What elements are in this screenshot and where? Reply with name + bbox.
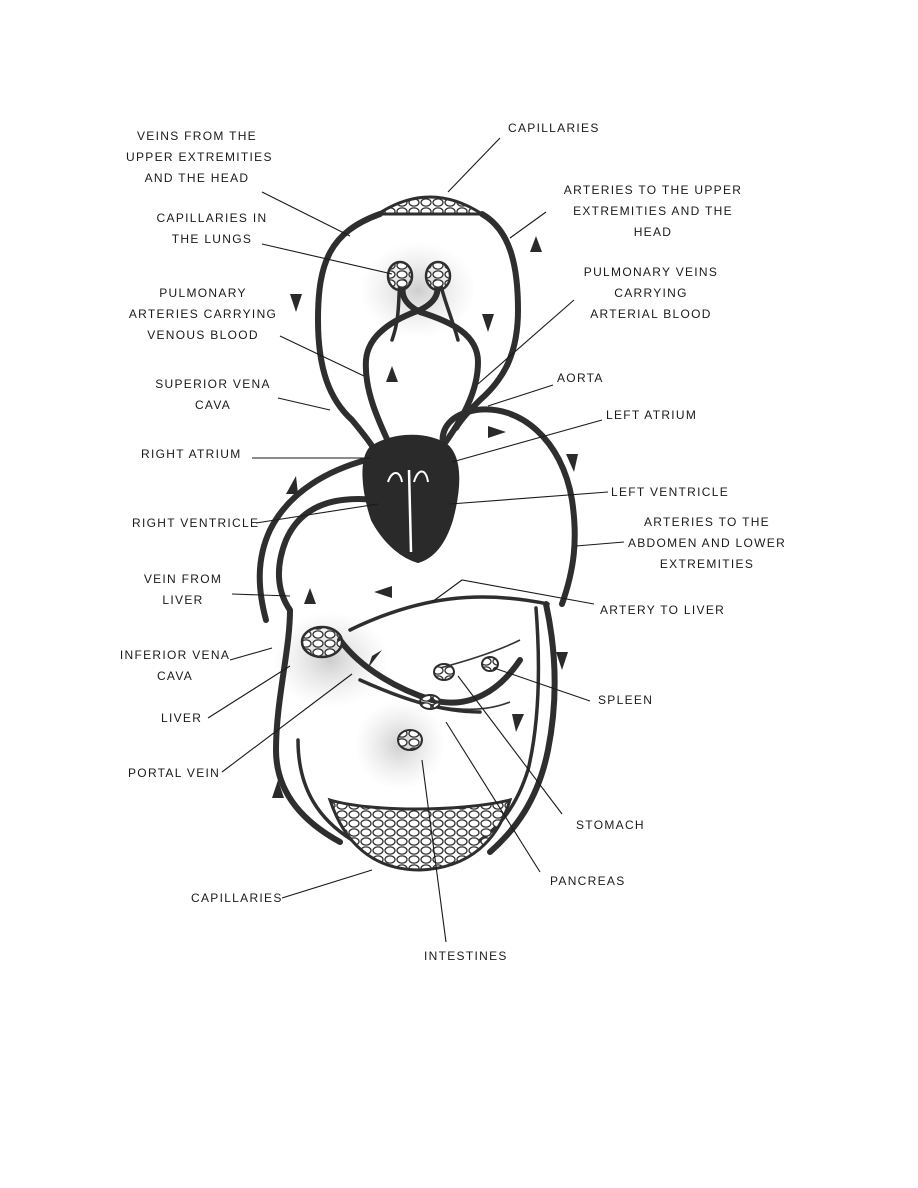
stomach-capillaries (434, 664, 454, 680)
label-right-ventricle: RIGHT VENTRICLE (132, 516, 260, 530)
lung-capillaries-left (426, 262, 450, 290)
lungs-shading (360, 242, 476, 338)
leader-veins-upper (262, 192, 350, 236)
lung-capillaries-right (388, 262, 412, 290)
leader-arteries-abdomen (576, 542, 624, 546)
label-artery-liver: ARTERY TO LIVER (600, 603, 726, 617)
leader-capillaries-top (448, 138, 500, 192)
leader-spleen (494, 668, 590, 701)
label-capillaries-lungs: CAPILLARIES IN THE LUNGS (156, 211, 268, 246)
arrow-up-right-upper (530, 236, 542, 252)
intestine-capillaries (398, 730, 422, 750)
pancreas-capillaries (420, 695, 440, 709)
label-pulmonary-arteries: PULMONARY ARTERIES CARRYING VENOUS BLOOD (128, 286, 278, 342)
label-left-ventricle: LEFT VENTRICLE (611, 485, 730, 499)
aorta-arch (443, 409, 575, 604)
arrow-right-aorta (488, 426, 506, 438)
label-vein-liver: VEIN FROM LIVER (143, 572, 223, 607)
leader-superior-vena-cava (278, 398, 330, 410)
arrow-up-vena-cava (286, 476, 298, 494)
label-portal-vein: PORTAL VEIN (128, 766, 221, 780)
label-inferior-vena-cava: INFERIOR VENA CAVA (119, 648, 231, 683)
leader-left-ventricle (450, 492, 608, 504)
arrow-down-left-upper (290, 294, 302, 312)
leader-capillaries-bottom (282, 870, 372, 898)
label-stomach: STOMACH (576, 818, 645, 832)
label-pulmonary-veins: PULMONARY VEINS CARRYING ARTERIAL BLOOD (583, 265, 719, 321)
label-liver: LIVER (161, 711, 203, 725)
head-capillary-bed (378, 197, 482, 214)
leader-capillaries-lungs (262, 244, 392, 274)
arrow-down-lung (482, 314, 494, 332)
leader-aorta (488, 385, 553, 406)
artery-to-liver (350, 597, 548, 630)
label-veins-upper: VEINS FROM THE UPPER EXTREMITIES AND THE HEAD (126, 129, 273, 185)
label-right-atrium: RIGHT ATRIUM (141, 447, 242, 461)
leader-inferior-vena-cava (230, 648, 272, 660)
arrow-up-pulmonary (386, 366, 398, 382)
label-intestines: INTESTINES (424, 949, 508, 963)
veins-from-upper-extremities (318, 214, 380, 452)
label-pancreas: PANCREAS (550, 874, 626, 888)
label-superior-vena-cava: SUPERIOR VENA CAVA (155, 377, 271, 412)
liver-capillaries (302, 627, 342, 657)
label-arteries-upper: ARTERIES TO THE UPPER EXTREMITIES AND THE HEAD (563, 183, 743, 239)
label-left-atrium: LEFT ATRIUM (606, 408, 698, 422)
label-spleen: SPLEEN (598, 693, 654, 707)
leader-arteries-upper (510, 212, 546, 238)
arrow-left-artery (374, 586, 392, 598)
leader-left-atrium (452, 420, 602, 462)
lower-capillary-bed (330, 800, 510, 870)
label-aorta: AORTA (557, 371, 604, 385)
label-arteries-abdomen: ARTERIES TO THE ABDOMEN AND LOWER EXTREMITIES (627, 515, 787, 571)
arrow-down-aorta (566, 454, 578, 472)
arrow-up-liver-vein (304, 588, 316, 604)
label-capillaries-bottom: CAPILLARIES (191, 891, 283, 905)
label-capillaries-top: CAPILLARIES (508, 121, 600, 135)
arrow-down-lower (512, 714, 524, 732)
arrow-down-abdomen (556, 652, 568, 670)
stomach-vessel (440, 640, 520, 668)
heart (363, 436, 458, 562)
